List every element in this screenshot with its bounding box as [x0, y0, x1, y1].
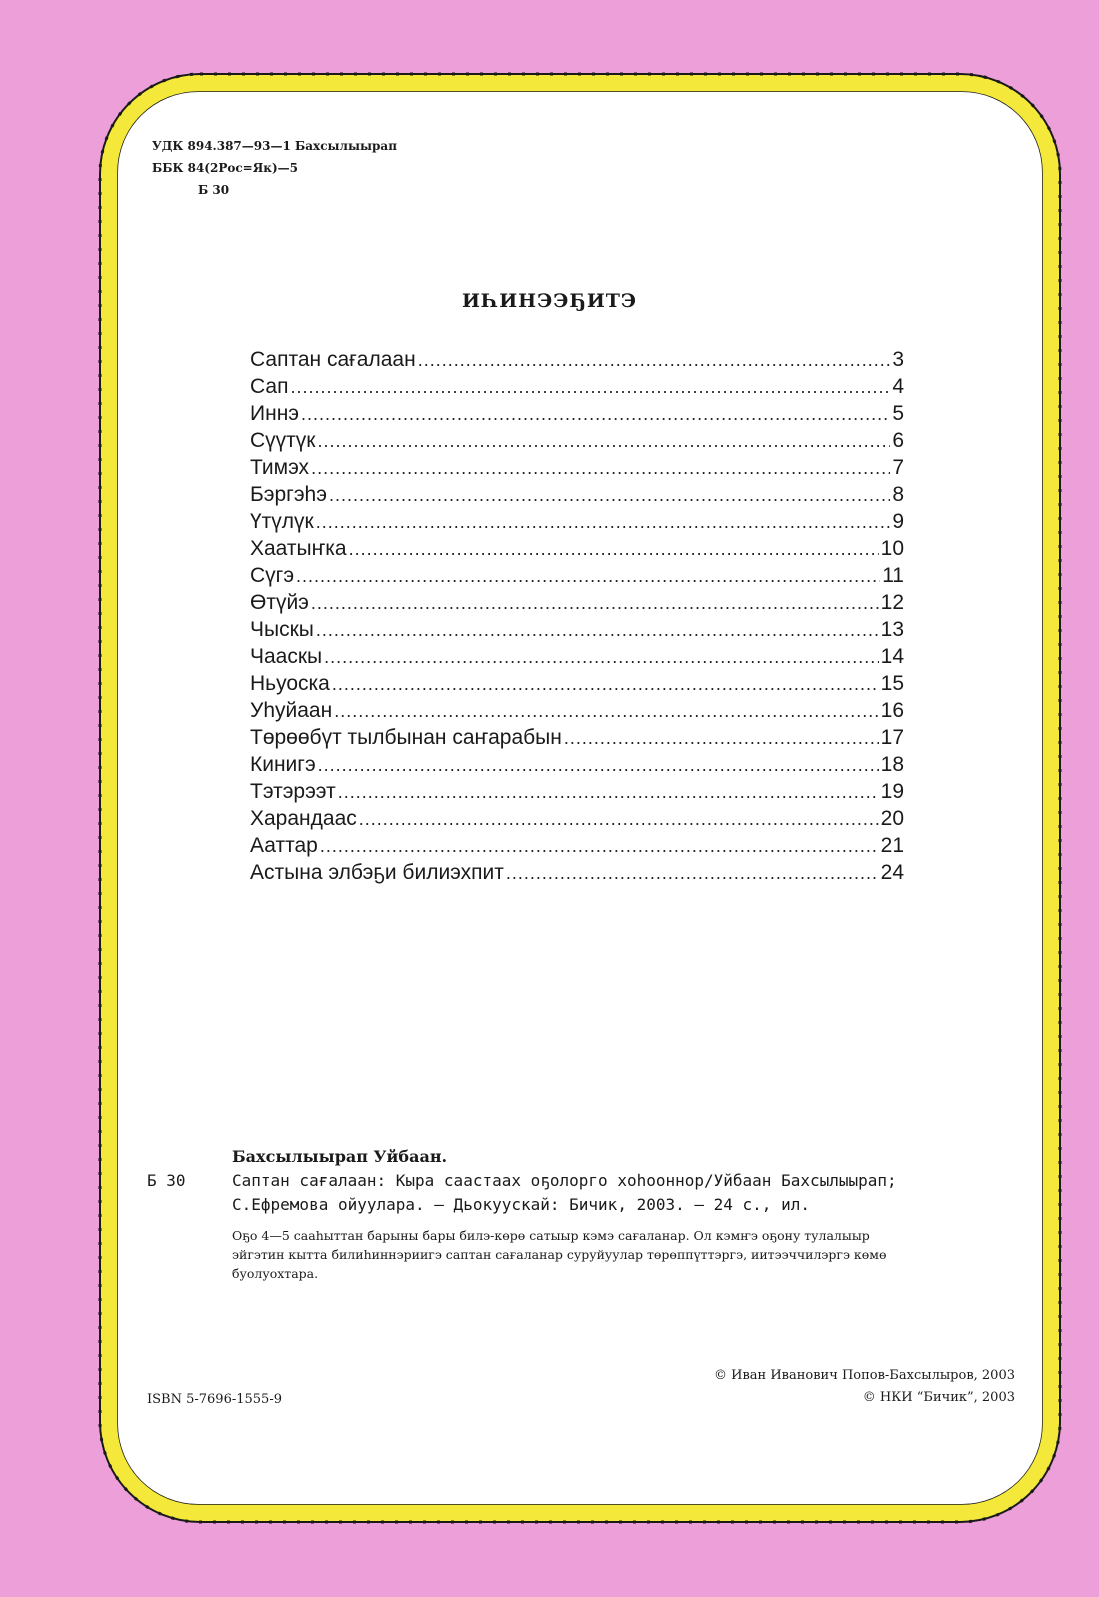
toc-item-leader: [329, 482, 890, 508]
toc-item-title: Ньуоска: [250, 672, 330, 695]
udk-line: УДК 894.387—93—1 Бахсылыырап: [152, 139, 397, 153]
toc-item-page: 18: [880, 753, 904, 776]
isbn: ISBN 5-7696-1555-9: [147, 1392, 282, 1407]
toc-item: [250, 535, 904, 562]
bbk-line: ББК 84(2Рос=Як)—5: [152, 161, 298, 175]
toc-item-title: Сүүтүк: [250, 429, 316, 452]
toc-item: [250, 832, 904, 859]
toc-item-title: Харандаас: [250, 807, 357, 830]
toc-item-title: Бэргэһэ: [250, 483, 327, 506]
toc-title: ИҺИНЭЭҔИТЭ: [461, 290, 638, 312]
toc-item-page: 7: [892, 456, 904, 479]
toc-item-page: 15: [880, 672, 904, 695]
toc-item: [250, 589, 904, 616]
toc-item-leader: [318, 752, 879, 778]
copyright-author: © Иван Иванович Попов-Бахсылыров, 2003: [714, 1368, 1015, 1383]
toc-item-page: 6: [892, 429, 904, 452]
toc-item-page: 10: [880, 537, 904, 560]
toc-item-page: 21: [880, 834, 904, 857]
toc-item: [250, 454, 904, 481]
annotation-line-2: эйгэтин кытта билиһиннэриигэ саптан сағаланар суруйуулар төрөппүттэргэ, иитээччилэргэ көмө: [232, 1247, 887, 1262]
annotation-line-1: Оҕо 4—5 сааһыттан барыны бары билэ-көрө сатыыр кэмэ сағаланар. Ол кэмҥэ оҕону тулалыыр: [232, 1228, 870, 1243]
toc-item: [250, 805, 904, 832]
toc-item: [250, 400, 904, 427]
toc-item-leader: [506, 860, 879, 886]
toc-item: [250, 562, 904, 589]
toc-item: [250, 427, 904, 454]
toc-item-page: 8: [892, 483, 904, 506]
toc-item: [250, 670, 904, 697]
copyright-publisher: © НКИ “Бичик”, 2003: [862, 1390, 1015, 1405]
toc-item-leader: [334, 698, 878, 724]
bib-author: Бахсылыырап Уйбаан.: [232, 1147, 448, 1166]
table-of-contents: [250, 346, 904, 886]
toc-item-page: 9: [892, 510, 904, 533]
toc-item-title: Кинигэ: [250, 753, 316, 776]
toc-item-leader: [301, 401, 890, 427]
toc-item-page: 17: [880, 726, 904, 749]
bib-line-1: Саптан сағалаан: Кыра саастаах оҕолорго хоһооннор/Уйбаан Бахсылыырап;: [232, 1171, 897, 1190]
toc-item-title: Сүгэ: [250, 564, 295, 587]
toc-item-page: 13: [880, 618, 904, 641]
annotation-line-3: буолуохтара.: [232, 1266, 319, 1281]
toc-item-title: Чыскы: [250, 618, 314, 641]
toc-item-leader: [349, 536, 879, 562]
toc-item-leader: [564, 725, 879, 751]
toc-item-leader: [359, 806, 879, 832]
bib-line-2: С.Ефремова ойуулара. — Дьокуускай: Бичик, 2003. — 24 с., ил.: [232, 1195, 810, 1214]
toc-item-page: 20: [880, 807, 904, 830]
toc-item-title: Чааскы: [250, 645, 323, 668]
toc-item-title: Төрөөбүт тылбынан саҥарабын: [250, 726, 562, 749]
toc-item-page: 16: [880, 699, 904, 722]
toc-item: [250, 373, 904, 400]
toc-item: [250, 346, 904, 373]
toc-item-leader: [320, 833, 879, 859]
toc-item-title: Үтүлүк: [250, 510, 314, 533]
toc-item-page: 12: [880, 591, 904, 614]
toc-item-leader: [290, 374, 890, 400]
toc-item-title: Хаатыҥка: [250, 537, 347, 560]
toc-item-title: Уһуйаан: [250, 699, 333, 722]
toc-item-page: 3: [892, 348, 904, 371]
toc-item: [250, 751, 904, 778]
toc-item-leader: [316, 617, 879, 643]
toc-item: [250, 508, 904, 535]
toc-item-page: 11: [882, 564, 904, 587]
toc-item-page: 4: [892, 375, 904, 398]
toc-item-title: Тимэх: [250, 456, 310, 479]
toc-item-title: Саптан сағалаан: [250, 348, 416, 371]
toc-item: [250, 697, 904, 724]
toc-item: [250, 616, 904, 643]
toc-item-leader: [332, 671, 879, 697]
toc-item: [250, 481, 904, 508]
toc-item-page: 24: [880, 861, 904, 884]
toc-item-leader: [317, 428, 890, 454]
toc-item-title: Астына элбэҕи билиэхпит: [250, 861, 504, 884]
toc-item-title: Тэтэрээт: [250, 780, 336, 803]
toc-item-leader: [316, 509, 891, 535]
toc-item-page: 19: [880, 780, 904, 803]
toc-item-leader: [311, 455, 890, 481]
toc-item-leader: [324, 644, 879, 670]
toc-item-leader: [338, 779, 879, 805]
toc-item-title: Өтүйэ: [250, 591, 309, 614]
toc-item: [250, 643, 904, 670]
toc-item: [250, 724, 904, 751]
toc-item-page: 5: [892, 402, 904, 425]
toc-item-leader: [418, 347, 891, 373]
toc-item: [250, 859, 904, 886]
toc-item-leader: [296, 563, 880, 589]
toc-item: [250, 778, 904, 805]
toc-item-title: Сап: [250, 375, 289, 398]
toc-item-title: Ааттар: [250, 834, 318, 857]
classification-code: Б 30: [198, 183, 230, 197]
toc-item-page: 14: [880, 645, 904, 668]
toc-item-leader: [311, 590, 879, 616]
toc-item-title: Иннэ: [250, 402, 300, 425]
bib-code: Б 30: [147, 1171, 186, 1190]
